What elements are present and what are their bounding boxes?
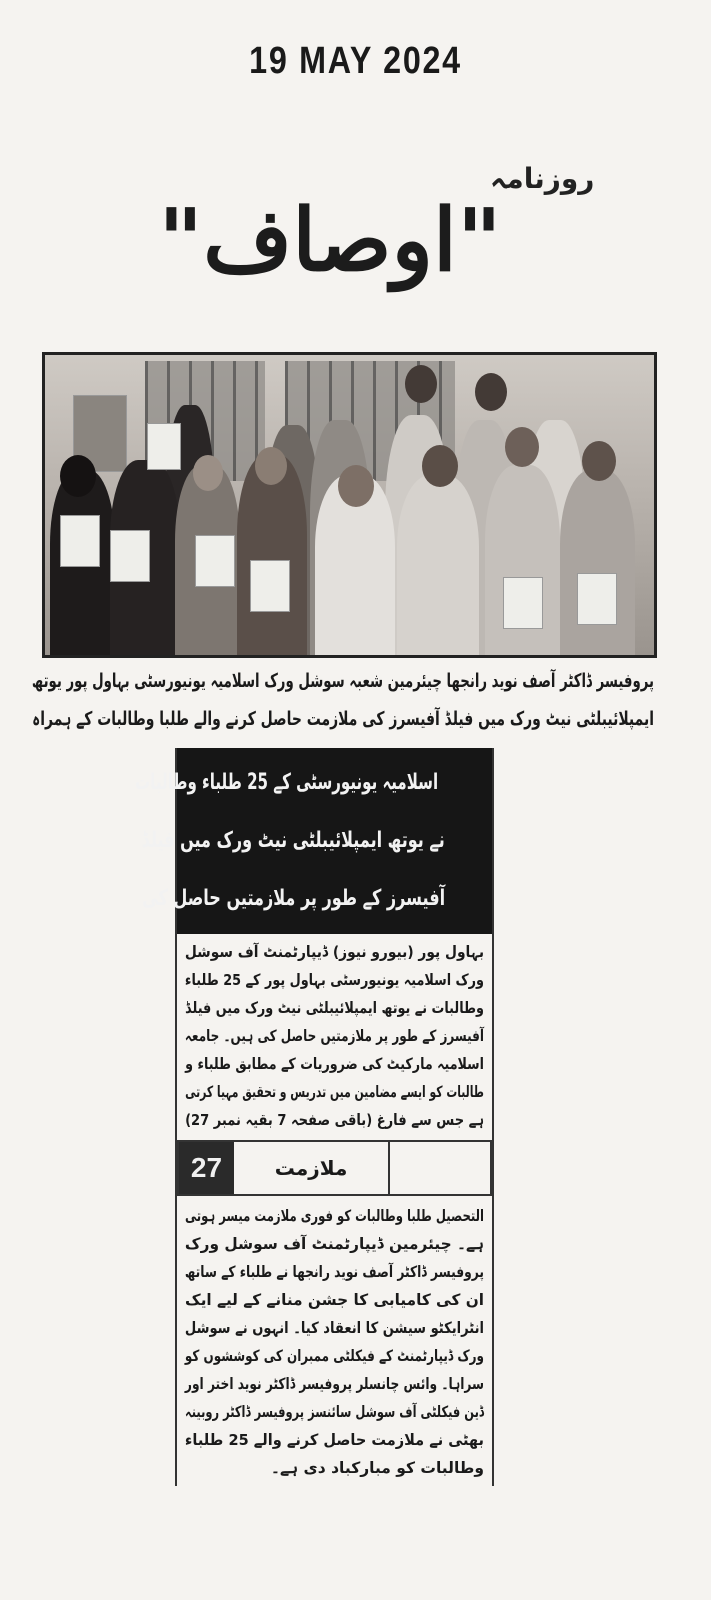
head [422, 445, 458, 487]
head [582, 441, 616, 481]
body-line: وطالبات نے یوتھ ایمپلائیبلٹی نیٹ ورک میں فیلڈ [185, 999, 484, 1017]
continuation-label: ملازمت [234, 1142, 390, 1194]
headline-line: آفیسرز کے طور پر ملازمتیں حاصل کی [142, 886, 446, 911]
body-text-part2 [177, 1198, 492, 1486]
caption-line: ایمپلائیبلٹی نیٹ ورک میں فیلڈ آفیسرز کی ملازمت حاصل کرنے والے طلبا وطالبات کے ہمراہ [32, 708, 654, 730]
body-line: بہاول پور (بیورو نیوز) ڈیپارٹمنٹ آف سوشل [184, 943, 485, 961]
body-line: ہے۔ چیئرمین ڈیپارٹمنٹ آف سوشل ورک [184, 1235, 484, 1253]
head [475, 373, 507, 411]
news-column [135, 748, 494, 1486]
body-line: پروفیسر ڈاکٹر آصف نوید رانجھا نے طلباء کے ساتھ [184, 1263, 484, 1281]
headline [135, 748, 492, 934]
body-line: ورک ڈیپارٹمنٹ کے فیکلٹی ممبران کی کوششوں کو [184, 1347, 484, 1365]
head [60, 455, 96, 497]
body-line: سراہا۔ وائس چانسلر پروفیسر ڈاکٹر نوید اختر اور [184, 1375, 484, 1393]
caption-line: پروفیسر ڈاکٹر آصف نوید رانجھا چیئرمین شعبہ سوشل ورک اسلامیہ یونیورسٹی بہاول پور یوتھ [31, 670, 655, 692]
body-line: ہے جس سے فارغ (باقی صفحہ 7 بقیہ نمبر 27) [185, 1111, 484, 1129]
certificate [147, 423, 181, 470]
body-line: طالبات کو ایسے مضامین میں تدریس و تحقیق مہیا کرتی [185, 1083, 484, 1101]
continuation-number: 27 [179, 1142, 234, 1194]
certificate [195, 535, 235, 587]
certificate [60, 515, 100, 567]
person [237, 455, 307, 655]
headline-line: نے یوتھ ایمپلائیبلٹی نیٹ ورک میں فیلڈ [141, 828, 445, 853]
body-line: انٹرایکٹو سیشن کا انعقاد کیا۔ انہوں نے سوشل [184, 1319, 484, 1337]
masthead-logo: "اوصاف" [158, 190, 502, 291]
head [505, 427, 539, 467]
photo-caption [32, 662, 654, 738]
body-line: ان کی کامیابی کا جشن منانے کے لیے ایک [185, 1291, 484, 1309]
body-line: اسلامیہ مارکیٹ کی ضروریات کے مطابق طلباء و [185, 1055, 484, 1073]
body-line: ورک اسلامیہ یونیورسٹی بہاول پور کے 25 طلباء [184, 971, 484, 989]
body-line: التحصیل طلبا وطالبات کو فوری ملازمت میسر ہوتی [184, 1207, 484, 1225]
body-line: بھٹی نے ملازمت حاصل کرنے والے 25 طلباء [184, 1431, 484, 1449]
head [193, 455, 223, 491]
group-photo [42, 352, 657, 658]
person [560, 470, 635, 655]
headline-line: اسلامیہ یونیورسٹی کے 25 طلباء وطالبات [135, 770, 439, 795]
continuation-banner [177, 1140, 492, 1196]
certificate [250, 560, 290, 612]
body-line: وطالبات کو مبارکباد دی ہے۔ [270, 1459, 484, 1477]
body-text-part1 [177, 934, 492, 1138]
person [397, 475, 479, 655]
certificate [577, 573, 617, 625]
head [255, 447, 287, 485]
body-line: ڈین فیکلٹی آف سوشل سائنسز پروفیسر ڈاکٹر روبینہ [185, 1403, 484, 1421]
head [405, 365, 437, 403]
certificate [110, 530, 150, 582]
head [338, 465, 374, 507]
publication-date: 19 MAY 2024 [249, 40, 462, 82]
certificate [503, 577, 543, 629]
continuation-blank [390, 1142, 490, 1194]
masthead-prefix: روزنامہ [490, 162, 595, 195]
body-line: آفیسرز کے طور پر ملازمتیں حاصل کی ہیں۔ جامعہ [184, 1027, 484, 1045]
